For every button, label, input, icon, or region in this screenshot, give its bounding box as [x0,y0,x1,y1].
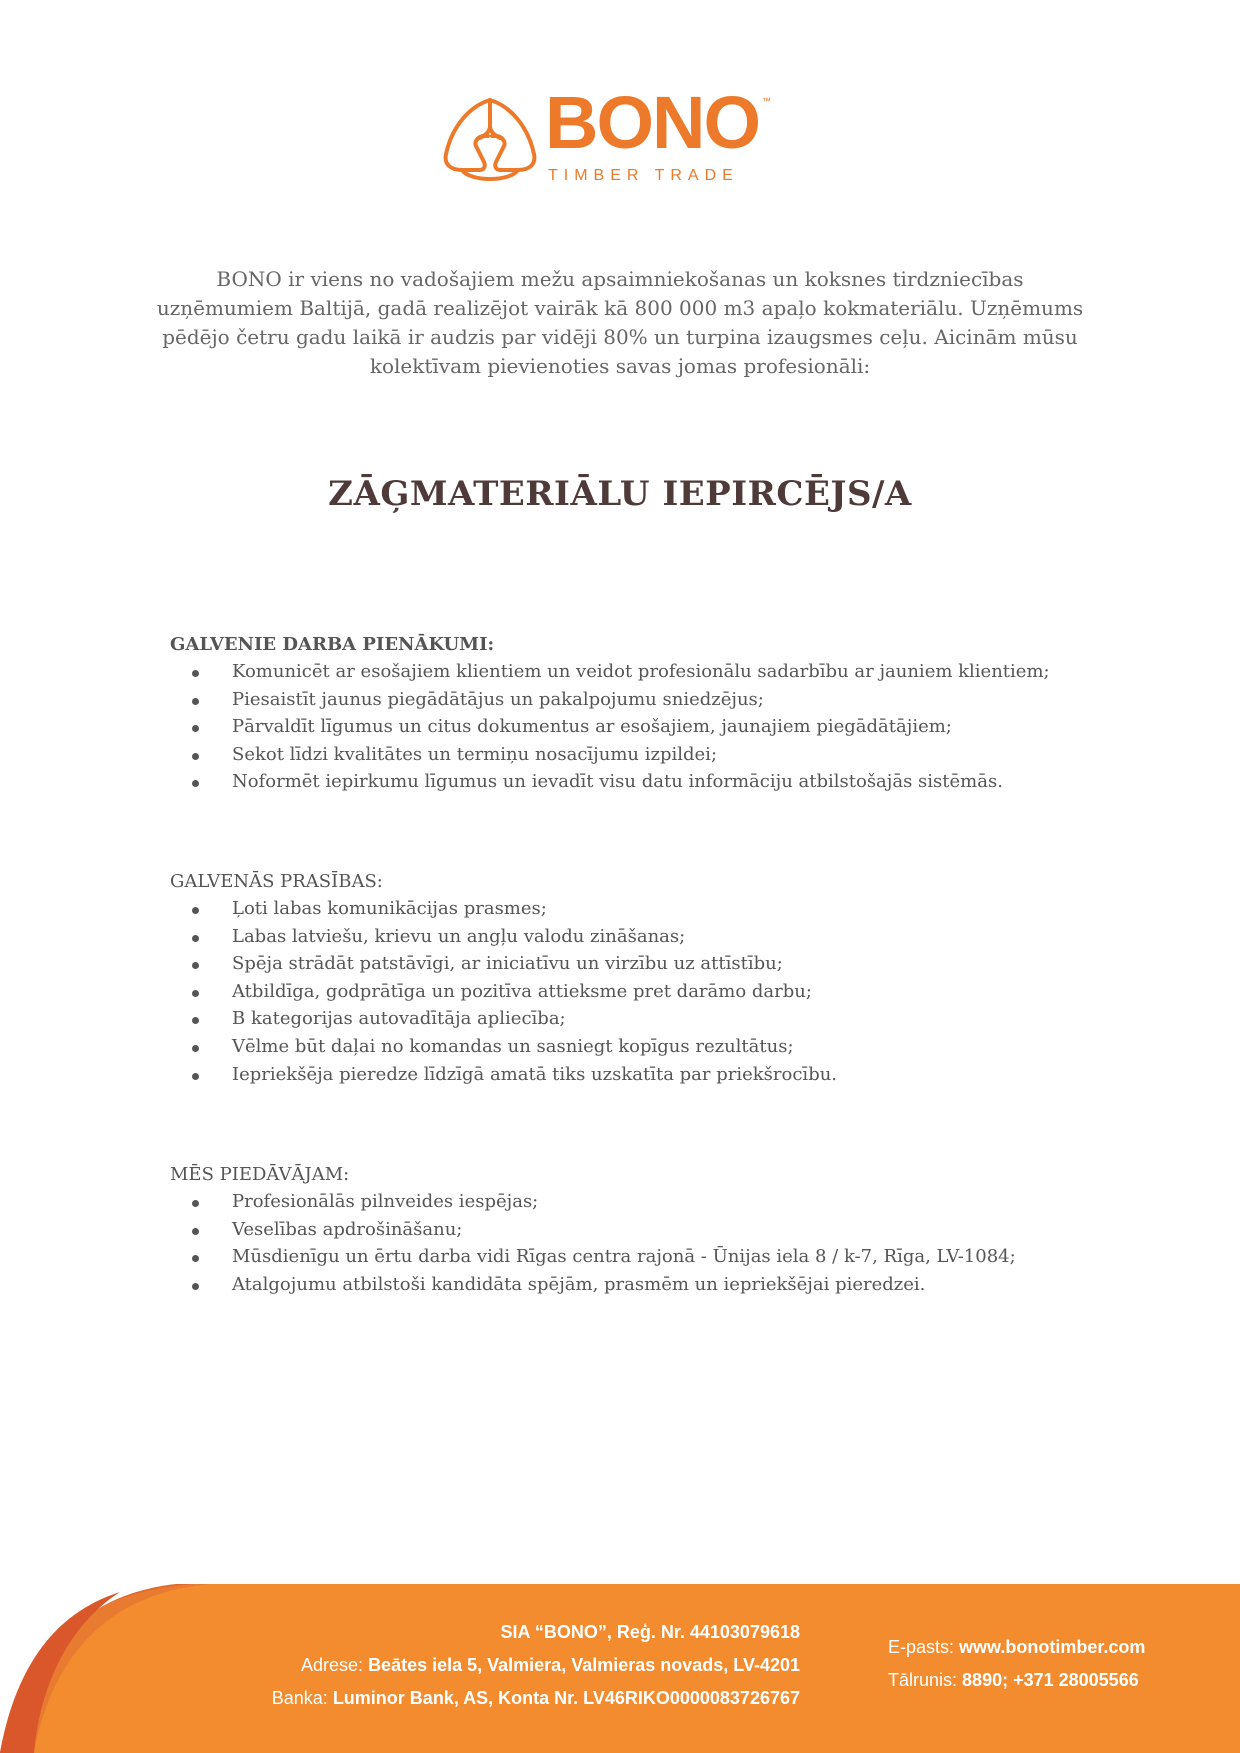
bullet-icon [192,1045,199,1052]
bullet-icon [192,990,199,997]
list-item-text: Sekot līdzi kvalitātes un termiņu nosacījumu izpildei; [232,743,718,765]
bullet-icon [192,1255,199,1262]
list-item [170,1271,1200,1299]
bullet-icon [192,1228,199,1235]
list-item [170,923,1200,951]
list-item-text: Atalgojumu atbilstoši kandidāta spējām, prasmēm un iepriekšējai pieredzei. [232,1273,926,1295]
list-item-text: Labas latviešu, krievu un angļu valodu zināšanas; [232,925,686,947]
list-item-text: Veselības apdrošināšanu; [232,1218,463,1240]
list-item [170,741,1200,769]
list-item [170,1033,1200,1061]
list-item [170,658,1200,686]
bullet-icon [192,753,199,760]
bono-logo-icon [440,96,540,188]
responsibilities-section [170,632,1200,796]
requirements-list [170,895,1200,1088]
list-item [170,1243,1200,1271]
list-item [170,1188,1200,1216]
list-item-text: Vēlme būt daļai no komandas un sasniegt kopīgus rezultātus; [232,1035,794,1057]
intro-paragraph: BONO ir viens no vadošajiem mežu apsaimniekošanas un koksnes tirdzniecības uzņēmumiem Baltijā, gadā realizējot vairāk kā 800 000 m3 apaļo kokmateriālu. Uzņēmums pēdējo četru gadu laikā ir audzis par vidēji 80% un turpina izaugsmes ceļu. Aicinām mūsu kolektīvam pievienoties savas jomas profesionāli: [156,267,1084,378]
bullet-icon [192,725,199,732]
list-item [170,1005,1200,1033]
list-item-text: Profesionālās pilnveides iespējas; [232,1191,539,1212]
bullet-icon [192,935,199,942]
bullet-icon [192,1073,199,1080]
brand-subtitle: TIMBER TRADE [548,167,739,184]
responsibilities-heading: GALVENIE DARBA PIENĀKUMI: [170,634,495,655]
bullet-icon [192,962,199,969]
footer-address: Adrese: Beātes iela 5, Valmiera, Valmieras novads, LV-4201 [301,1655,800,1675]
footer-email: E-pasts: www.bonotimber.com [888,1637,1146,1657]
list-item-text: B kategorijas autovadītāja apliecība; [232,1008,566,1030]
bullet-icon [192,780,199,787]
list-item [170,1061,1200,1089]
footer-company-info [272,1616,800,1715]
company-logo [440,81,780,192]
list-item-text: Ļoti labas komunikācijas prasmes; [232,898,547,919]
list-item-text: Noformēt iepirkumu līgumus un ievadīt visu datu informāciju atbilstošajās sistēmās. [232,771,1003,793]
list-item-text: Spēja strādāt patstāvīgi, ar iniciatīvu un virzību uz attīstību; [232,953,783,975]
list-item-text: Mūsdienīgu un ērtu darba vidi Rīgas centra rajonā - Ūnijas iela 8 / k-7, Rīga, LV-1084; [232,1246,1016,1268]
brand-name: BONO [545,81,759,164]
list-item [170,895,1200,923]
offer-section [170,1162,1200,1298]
bullet-icon [192,1200,199,1207]
bullet-icon [192,670,199,677]
list-item-text: Piesaistīt jaunus piegādātājus un pakalpojumu sniedzējus; [232,688,764,710]
list-item [170,950,1200,978]
trademark-symbol: ™ [762,96,771,106]
website-link[interactable]: www.bonotimber.com [959,1637,1146,1657]
job-title: ZĀĢMATERIĀLU IEPIRCĒJS/A [328,474,912,514]
footer-bank: Banka: Luminor Bank, AS, Konta Nr. LV46RIKO0000083726767 [271,1688,800,1708]
list-item [170,768,1200,796]
footer-company: SIA “BONO”, Reģ. Nr. 44103079618 [500,1622,800,1642]
bullet-icon [192,1017,199,1024]
requirements-heading: GALVENĀS PRASĪBAS: [170,871,383,892]
list-item-text: Pārvaldīt līgumus un citus dokumentus ar esošajiem, jaunajiem piegādātājiem; [232,716,952,738]
list-item-text: Atbildīga, godprātīga un pozitīva attieksme pret darāmo darbu; [232,980,812,1002]
list-item [170,686,1200,714]
requirements-section [170,869,1200,1088]
offer-list [170,1188,1200,1298]
responsibilities-list [170,658,1200,796]
footer-phone: Tālrunis: 8890; +371 28005566 [888,1670,1139,1690]
list-item [170,1216,1200,1244]
list-item [170,713,1200,741]
bullet-icon [192,1283,199,1290]
bullet-icon [192,698,199,705]
list-item-text: Komunicēt ar esošajiem klientiem un veidot profesionālu sadarbību ar jauniem klientiem; [232,661,1050,682]
list-item [170,978,1200,1006]
offer-heading: MĒS PIEDĀVĀJAM: [170,1164,350,1185]
bullet-icon [192,907,199,914]
footer-contact-info [888,1631,1145,1697]
list-item-text: Iepriekšēja pieredze līdzīgā amatā tiks uzskatīta par priekšrocību. [232,1063,838,1085]
